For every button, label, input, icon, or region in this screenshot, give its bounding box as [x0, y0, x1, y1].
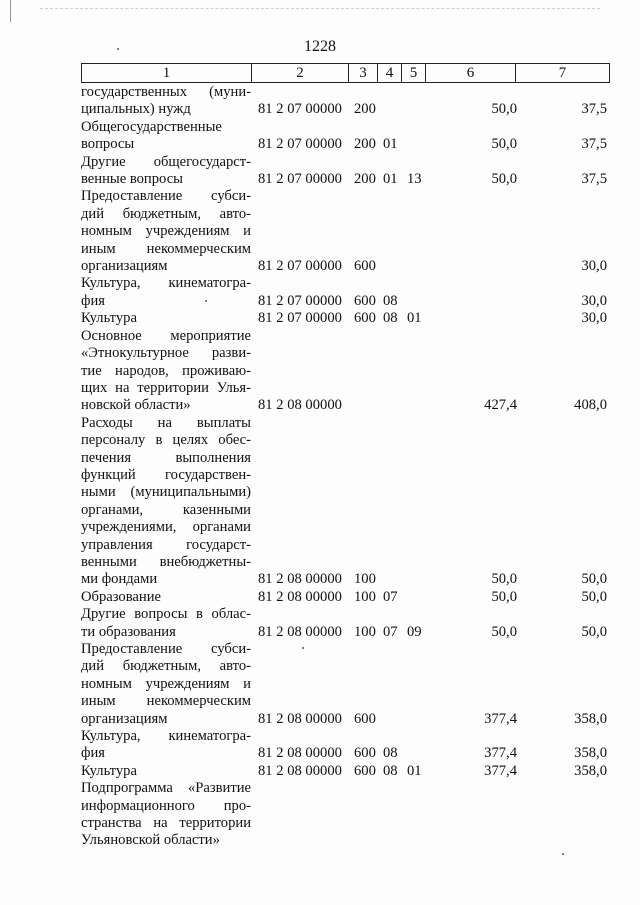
description-line: Расходы на выплаты: [81, 414, 251, 431]
amount-col7: 50,0: [581, 588, 607, 605]
table-header: [81, 63, 610, 83]
description-line: Предоставление субси-: [81, 641, 251, 657]
description-line: информационного про-: [81, 797, 251, 814]
table-body: [0, 84, 640, 850]
description-line: новской области»: [81, 397, 191, 414]
amount-col7: 37,5: [581, 101, 607, 118]
description-line: «Этнокультурное разви-: [81, 345, 251, 362]
expense-type: 100: [354, 588, 376, 605]
description-line: Культура: [81, 310, 137, 327]
description-line: государственных (муни-: [81, 84, 251, 100]
expense-type: 200: [354, 136, 376, 153]
amount-col7: 37,5: [581, 136, 607, 153]
amount-col7: 358,0: [574, 745, 607, 762]
description-line: Культура, кинематогра-: [81, 728, 251, 745]
description-line: венные вопросы: [81, 171, 183, 188]
description-line: дий бюджетным, авто-: [81, 658, 251, 675]
amount-col7: 30,0: [581, 258, 607, 275]
amount-col6: 427,4: [484, 397, 517, 414]
amount-col7: 50,0: [581, 623, 607, 640]
expense-type: 600: [354, 745, 376, 762]
section: 08: [383, 762, 398, 779]
section: 01: [383, 136, 398, 153]
header-col-7: 7: [516, 64, 610, 83]
subsection: 09: [407, 623, 422, 640]
budget-code: 81 2 08 00000: [258, 710, 342, 727]
header-col-2: 2: [252, 64, 349, 83]
table-row: [0, 780, 640, 850]
amount-col7: 30,0: [581, 292, 607, 309]
amount-col6: 377,4: [484, 710, 517, 727]
amount-col6: 377,4: [484, 745, 517, 762]
table-row: [0, 188, 640, 275]
description-line: Предоставление субси-: [81, 188, 251, 205]
header-col-5: 5: [402, 64, 426, 83]
expense-type: 200: [354, 171, 376, 188]
description-line: Другие вопросы в облас-: [81, 606, 251, 623]
expense-type: 600: [354, 310, 376, 327]
description-line: Образование: [81, 588, 161, 605]
description-line: иным некоммерческим: [81, 693, 251, 710]
table-row: [0, 606, 640, 641]
expense-type: 600: [354, 762, 376, 779]
description-line: учреждениями, органами: [81, 519, 251, 536]
subsection: 01: [407, 762, 422, 779]
description-line: номным учреждениям и: [81, 223, 251, 240]
header-col-4: 4: [378, 64, 402, 83]
section: 08: [383, 310, 398, 327]
description-line: иным некоммерческим: [81, 240, 251, 257]
scan-speck: [205, 300, 207, 302]
table-row: [0, 641, 640, 728]
description-line: ными (муниципальными): [81, 484, 251, 501]
description-line: щих на территории Улья-: [81, 379, 251, 396]
budget-code: 81 2 07 00000: [258, 310, 342, 327]
table-row: [0, 154, 640, 189]
expense-type: 600: [354, 292, 376, 309]
description-line: Основное мероприятие: [81, 327, 251, 344]
amount-col6: 50,0: [491, 588, 517, 605]
section: 01: [383, 171, 398, 188]
budget-code: 81 2 08 00000: [258, 623, 342, 640]
budget-code: 81 2 08 00000: [258, 571, 342, 588]
description-line: вопросы: [81, 136, 135, 153]
table-row: [0, 328, 640, 415]
description-line: органами, казенными: [81, 501, 251, 518]
table-header-row: [82, 64, 610, 83]
amount-col7: 37,5: [581, 171, 607, 188]
description-line: Другие общегосударст-: [81, 153, 251, 170]
description-line: ти образования: [81, 623, 176, 640]
description-line: управления государст-: [81, 536, 251, 553]
header-col-6: 6: [426, 64, 516, 83]
scan-artifact-mark: [10, 0, 11, 22]
description-line: функций государствен-: [81, 466, 251, 483]
row-description: [81, 415, 251, 589]
budget-code: 81 2 08 00000: [258, 588, 342, 605]
table-row: [0, 84, 640, 119]
description-line: странства на территории: [81, 815, 251, 832]
expense-type: 100: [354, 571, 376, 588]
header-col-3: 3: [349, 64, 378, 83]
table-row: [0, 415, 640, 589]
table-row: [0, 119, 640, 154]
scan-speck: [117, 48, 119, 50]
scan-speck: [562, 853, 564, 855]
description-line: венными внебюджетны-: [81, 553, 251, 570]
amount-col7: 358,0: [574, 762, 607, 779]
description-line: ципальных) нужд: [81, 101, 191, 118]
description-line: фия: [81, 745, 105, 762]
budget-code: 81 2 08 00000: [258, 762, 342, 779]
scan-artifact-line: [40, 8, 600, 13]
amount-col6: 50,0: [491, 101, 517, 118]
amount-col6: 50,0: [491, 136, 517, 153]
section: 08: [383, 745, 398, 762]
budget-code: 81 2 07 00000: [258, 292, 342, 309]
description-line: Культура, кинематогра-: [81, 275, 251, 292]
description-line: персоналу в целях обес-: [81, 432, 251, 449]
description-line: номным учреждениям и: [81, 675, 251, 692]
budget-code: 81 2 08 00000: [258, 397, 342, 414]
description-line: Ульяновской области»: [81, 832, 220, 849]
header-col-1: 1: [82, 64, 252, 83]
description-line: дий бюджетным, авто-: [81, 205, 251, 222]
table-row: [0, 310, 640, 327]
amount-col7: 50,0: [581, 571, 607, 588]
scan-speck: [302, 647, 304, 649]
expense-type: 200: [354, 101, 376, 118]
section: 08: [383, 292, 398, 309]
subsection: 13: [407, 171, 422, 188]
page-number: 1228: [304, 38, 336, 55]
budget-code: 81 2 07 00000: [258, 258, 342, 275]
expense-type: 600: [354, 710, 376, 727]
amount-col6: 377,4: [484, 762, 517, 779]
table-row: [0, 728, 640, 763]
description-line: печения выполнения: [81, 449, 251, 466]
table-row: [0, 589, 640, 606]
expense-type: 100: [354, 623, 376, 640]
amount-col7: 408,0: [574, 397, 607, 414]
budget-code: 81 2 08 00000: [258, 745, 342, 762]
subsection: 01: [407, 310, 422, 327]
amount-col7: 30,0: [581, 310, 607, 327]
table-row: [0, 763, 640, 780]
description-line: ми фондами: [81, 571, 158, 588]
amount-col7: 358,0: [574, 710, 607, 727]
description-line: организациям: [81, 258, 168, 275]
amount-col6: 50,0: [491, 571, 517, 588]
budget-code: 81 2 07 00000: [258, 101, 342, 118]
description-line: Культура: [81, 762, 137, 779]
description-line: организациям: [81, 710, 168, 727]
description-line: Общегосударственные: [81, 118, 222, 135]
budget-code: 81 2 07 00000: [258, 171, 342, 188]
expense-type: 600: [354, 258, 376, 275]
section: 07: [383, 623, 398, 640]
table-row: [0, 275, 640, 310]
amount-col6: 50,0: [491, 623, 517, 640]
section: 07: [383, 588, 398, 605]
amount-col6: 50,0: [491, 171, 517, 188]
description-line: Подпрограмма «Развитие: [81, 780, 251, 797]
description-line: тие народов, проживаю-: [81, 362, 251, 379]
budget-code: 81 2 07 00000: [258, 136, 342, 153]
description-line: фия: [81, 292, 105, 309]
